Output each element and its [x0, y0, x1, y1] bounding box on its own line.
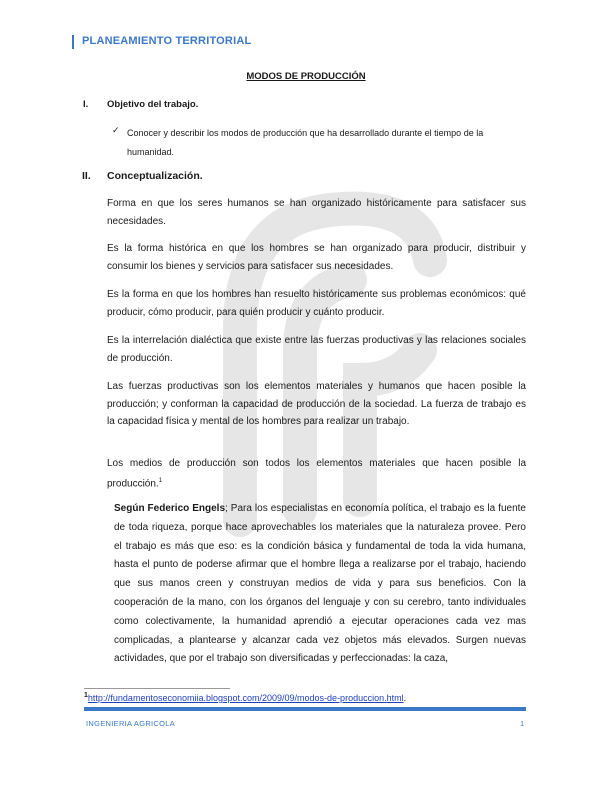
section2-number: II.	[82, 170, 91, 182]
footnote	[84, 692, 406, 703]
paragraph-6	[107, 455, 526, 492]
paragraph-5: Las fuerzas productivas son los elementos materiales y humanos que hacen posible la producción; y conforman la capacidad de producción de la sociedad. La fuerza de trabajo es la capacidad física y mental de los hombres para realizar un trabajo.	[107, 381, 526, 427]
section1-bullet: Conocer y describir los modos de producción que ha desarrollado durante el tiempo de la humanidad.	[127, 128, 484, 157]
paragraph-3: Es la forma en que los hombres han resuelto históricamente sus problemas económicos: qué producir, cómo producir, para quién producir y cuánto producir.	[107, 289, 526, 318]
section2-heading: Conceptualización.	[107, 170, 203, 182]
footnote-divider	[84, 688, 230, 689]
section1-heading: Objetivo del trabajo.	[107, 99, 199, 110]
quote-text: ; Para los especialistas en economía política, el trabajo es la fuente de toda riqueza, porque hace aprovechables los materiales que la naturaleza provee. Pero el trabajo es más que eso: es la condición básica y fundamental de toda la vida humana, hasta el punto de poderse afirmar que el hombre llega a realizarse por el trabajo, haciendo que sus manos creen y construyan medios de vida y para sus beneficios. Con la cooperación de la mano, con los órganos del lenguaje y con su cerebro, tanto individuales como colectivamente, la humanidad aprendió a ejecutar operaciones cada vez mas complicadas, a plantearse y alcanzar cada vez objetos más elevados. Surgen nuevas actividades, que por el trabajo son diversificadas y perfeccionadas: la caza,	[114, 503, 526, 665]
paragraph-2: Es la forma histórica en que los hombres se han organizado para producir, distribuir y consumir los bienes y servicios para satisfacer sus necesidades.	[107, 243, 526, 272]
paragraph-6-text: Los medios de producción son todos los elementos materiales que hacen posible la producción.	[107, 458, 526, 489]
engels-quote	[114, 500, 526, 669]
section1-number: I.	[83, 99, 89, 110]
footnote-number: 1	[84, 692, 88, 699]
paragraph-1: Forma en que los seres humanos se han organizado históricamente para satisfacer sus necesidades.	[107, 198, 526, 227]
quote-author: Según Federico Engels	[114, 503, 226, 514]
paragraph-4: Es la interrelación dialéctica que existe entre las fuerzas productivas y las relaciones sociales de producción.	[107, 335, 526, 364]
footnote-ref[interactable]: 1	[158, 477, 163, 484]
footer-label: INGENIERIA AGRICOLA	[86, 719, 176, 728]
page-number: 1	[520, 719, 525, 728]
checkmark-icon: ✓	[112, 125, 120, 135]
document-title: MODOS DE PRODUCCIÓN	[246, 71, 366, 82]
header-accent-bar	[72, 35, 74, 49]
footnote-suffix: .	[403, 693, 407, 703]
header-title: PLANEAMIENTO TERRITORIAL	[82, 35, 252, 47]
footnote-link[interactable]: http://fundamentoseconomiia.blogspot.com/2009/09/modos-de-produccion.html	[87, 693, 404, 703]
footer-divider	[84, 707, 526, 711]
